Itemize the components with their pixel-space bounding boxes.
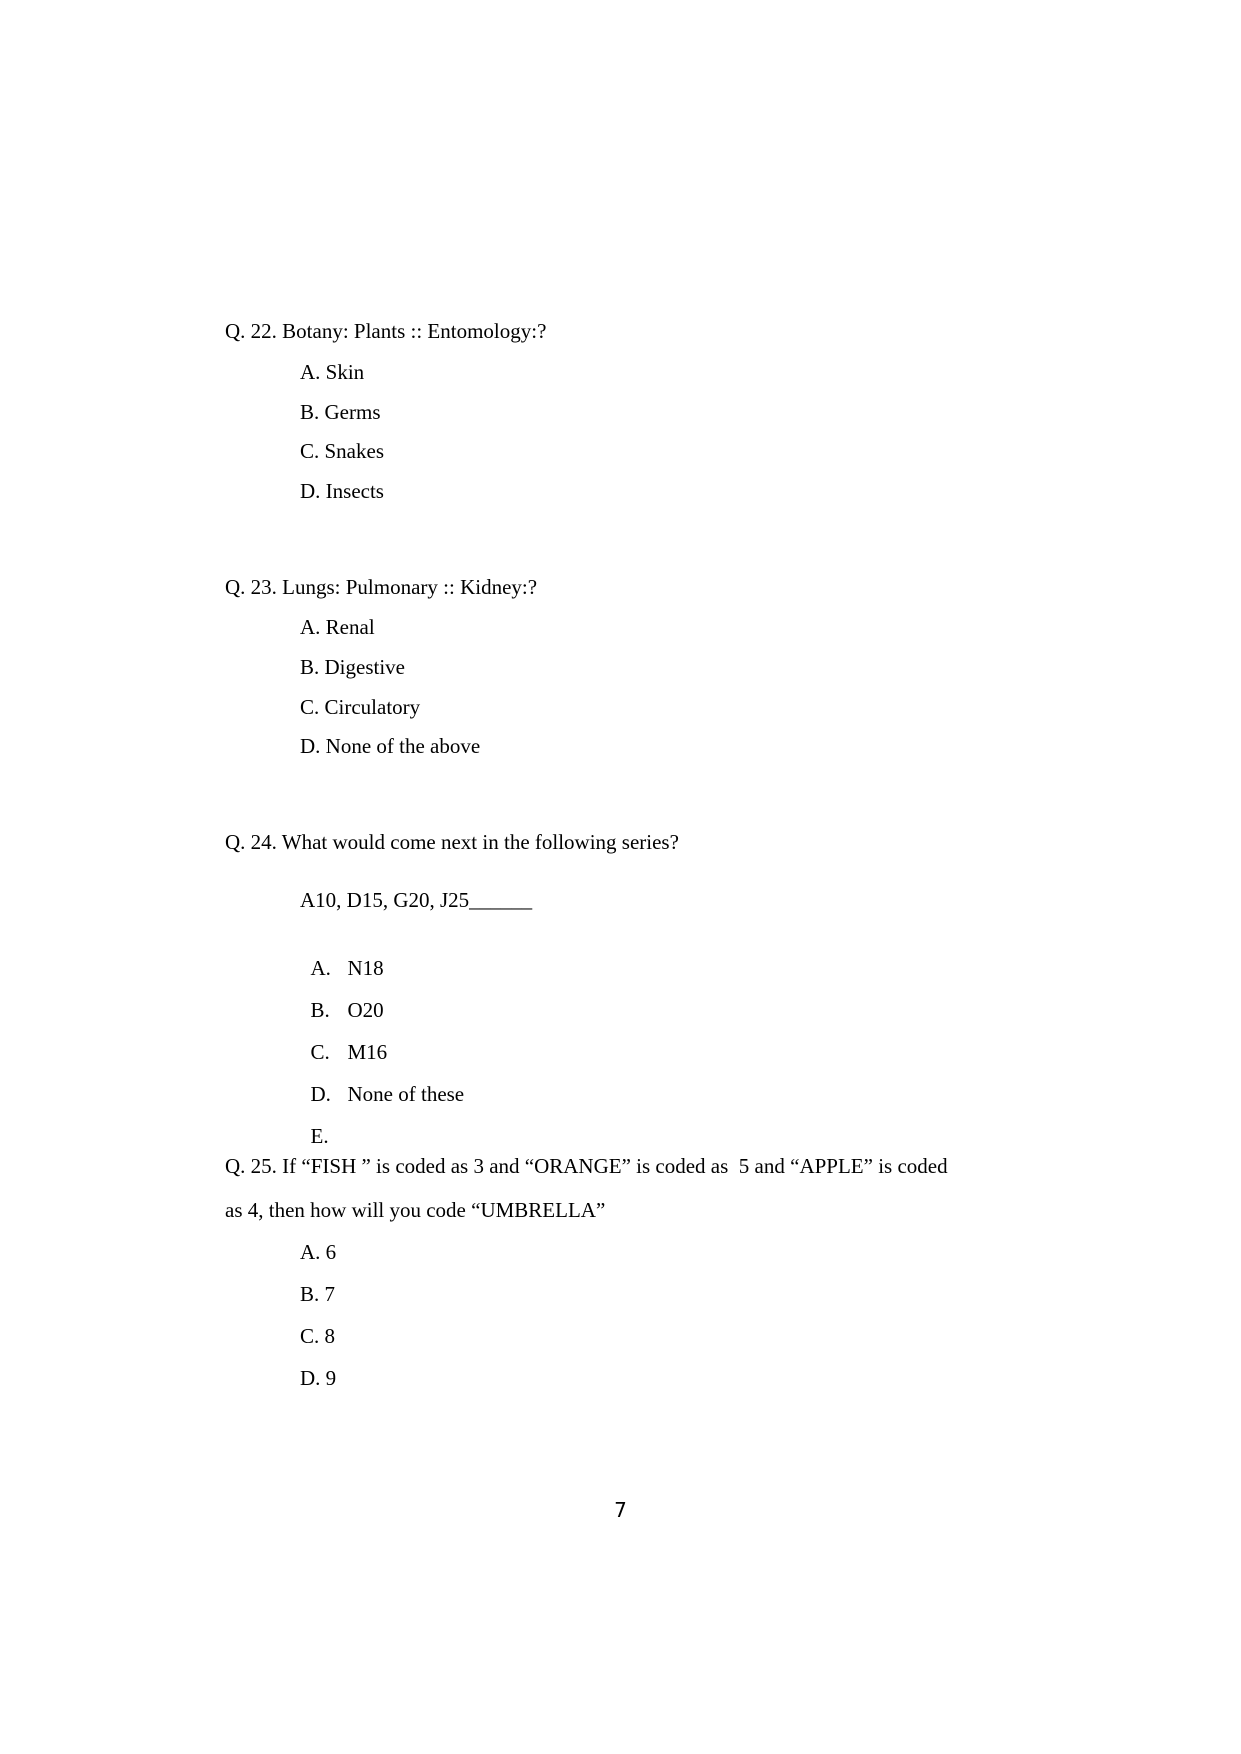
- q24-option-e: [300, 1097, 348, 1149]
- option-letter: A.: [310, 956, 331, 980]
- question-25-line-2: as 4, then how will you code “UMBRELLA”: [225, 1198, 606, 1222]
- q25-option-c: C. 8: [300, 1324, 336, 1348]
- option-letter: E.: [310, 1124, 329, 1148]
- option-text: N18: [347, 956, 384, 980]
- q23-option-a: A. Renal: [300, 615, 375, 639]
- q24-series: A10, D15, G20, J25______: [300, 888, 533, 912]
- q22-option-c: C. Snakes: [300, 439, 384, 463]
- option-letter: B.: [310, 998, 330, 1022]
- q22-option-d: D. Insects: [300, 479, 384, 503]
- question-24: Q. 24. What would come next in the following series?: [225, 830, 679, 854]
- option-text: O20: [347, 998, 384, 1022]
- question-25-line-1: Q. 25. If “FISH ” is coded as 3 and “ORANGE” is coded as 5 and “APPLE” is coded: [225, 1154, 948, 1178]
- option-text: M16: [347, 1040, 388, 1064]
- q25-option-b: B. 7: [300, 1282, 336, 1306]
- question-23: Q. 23. Lungs: Pulmonary :: Kidney:?: [225, 575, 538, 599]
- q23-option-c: C. Circulatory: [300, 695, 421, 719]
- page-number: 7: [614, 1498, 627, 1522]
- q25-option-a: A. 6: [300, 1240, 337, 1264]
- q25-option-d: D. 9: [300, 1366, 337, 1390]
- q23-option-d: D. None of the above: [300, 734, 481, 758]
- option-letter: C.: [310, 1040, 330, 1064]
- q23-option-b: B. Digestive: [300, 655, 405, 679]
- option-letter: D.: [310, 1082, 331, 1106]
- option-text: None of these: [347, 1082, 465, 1106]
- q22-option-a: A. Skin: [300, 360, 365, 384]
- q22-option-b: B. Germs: [300, 400, 381, 424]
- question-22: Q. 22. Botany: Plants :: Entomology:?: [225, 319, 547, 343]
